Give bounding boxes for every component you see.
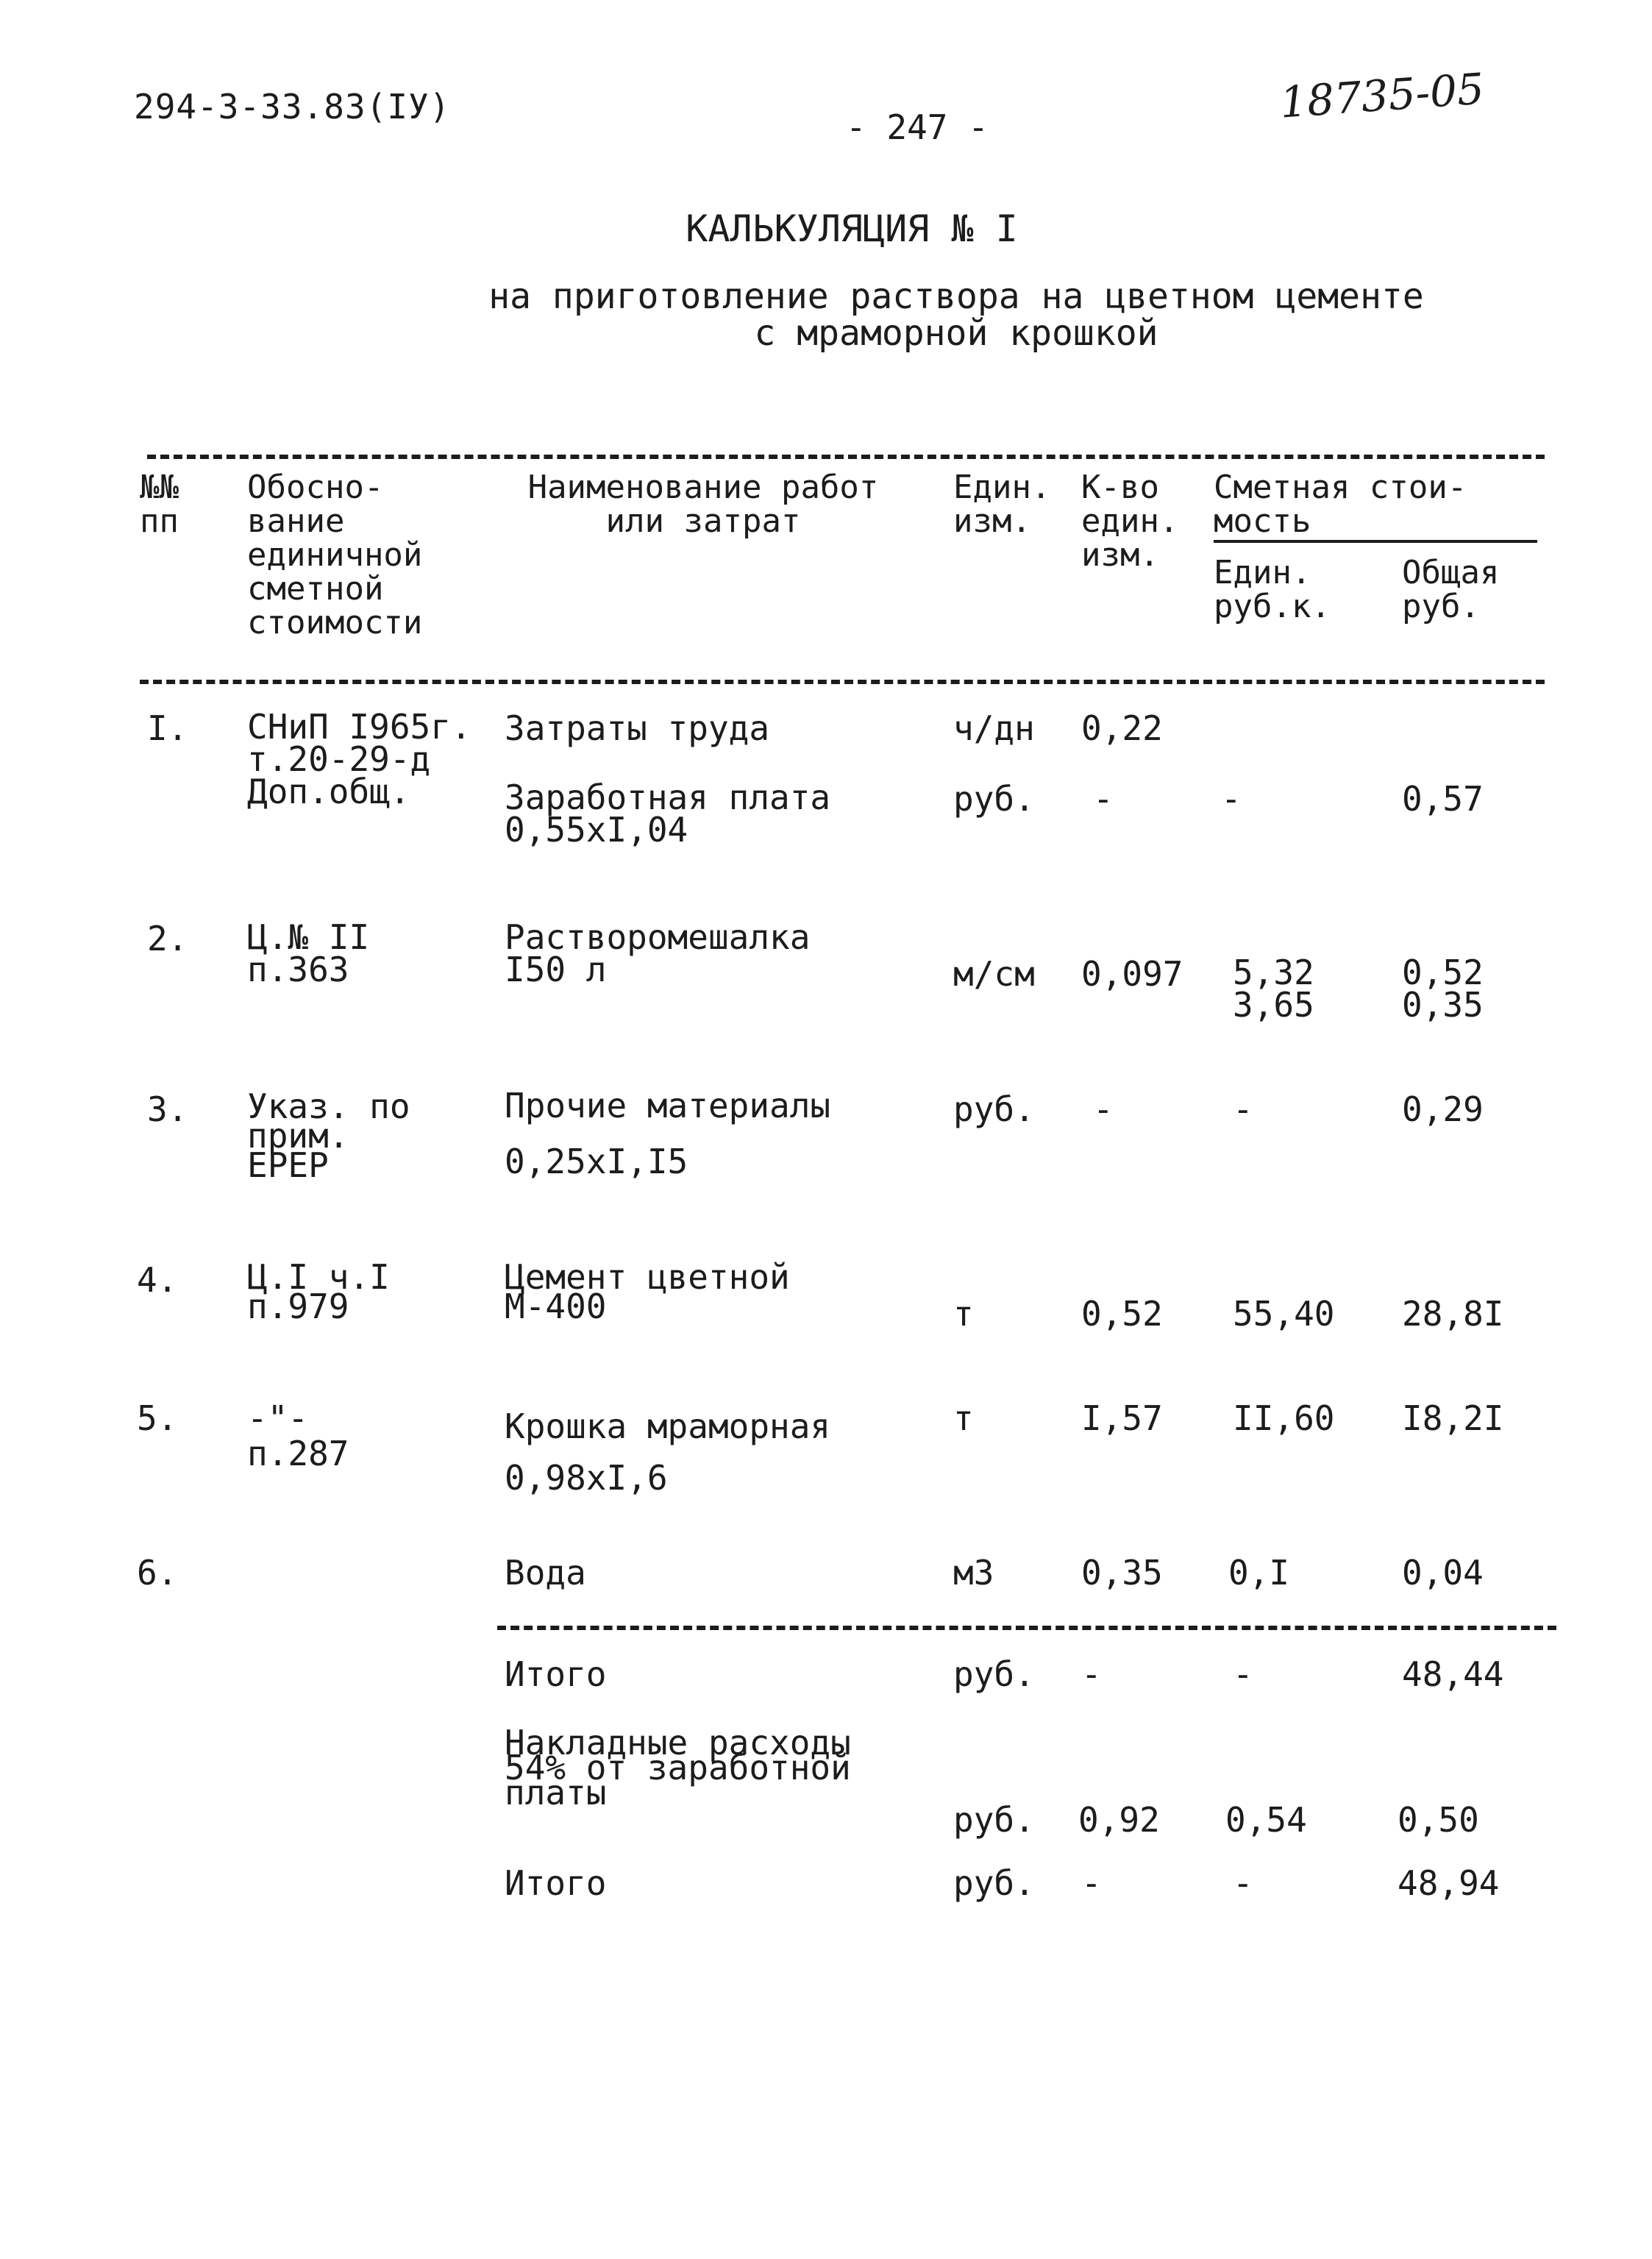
col-header-basis: Обосно- вание единичной сметной стоимости — [247, 469, 423, 641]
col-header-estimated-cost: Сметная стои- мость — [1214, 469, 1467, 540]
row-quantity: 0,52 — [1081, 1294, 1163, 1334]
document-title: КАЛЬКУЛЯЦИЯ № I — [686, 207, 1018, 250]
row-unit: руб. — [953, 1089, 1035, 1129]
row-number: 4. — [137, 1260, 178, 1300]
document-subtitle: на приготовление раствора на цветном цементе с мраморной крошкой — [488, 276, 1424, 354]
row-unit-price: 0,I — [1228, 1553, 1290, 1593]
table-summary-rule — [497, 1626, 1556, 1630]
row-number: 3. — [147, 1089, 188, 1129]
row-total: I8,2I — [1402, 1398, 1504, 1438]
row-name: Заработная плата 0,55xI,04 — [505, 778, 831, 850]
row-basis: Ц.№ II п.363 — [247, 917, 370, 989]
subtotal-unit: руб. — [953, 1654, 1035, 1694]
row-name: Прочие материалы 0,25xI,I5 — [505, 1086, 831, 1181]
row-quantity: 0,35 — [1081, 1553, 1163, 1593]
row-quantity: 0,097 — [1081, 954, 1183, 994]
cost-group-underline — [1214, 540, 1537, 543]
row-total: 0,57 — [1402, 779, 1484, 819]
row-unit-price: 5,32 3,65 — [1233, 953, 1314, 1025]
row-total: 0,04 — [1402, 1553, 1484, 1593]
grand-total-unit-price: - — [1233, 1863, 1253, 1903]
row-name: Крошка мраморная 0,98xI,6 — [505, 1406, 831, 1498]
overhead-total: 0,50 — [1398, 1800, 1479, 1840]
row-basis: Указ. по прим. ЕРЕР — [247, 1086, 410, 1185]
grand-total-label: Итого — [505, 1863, 607, 1903]
overhead-quantity: 0,92 — [1078, 1800, 1160, 1840]
row-unit: м3 — [953, 1553, 994, 1593]
document-code: 294-3-33.83(IУ) — [134, 87, 451, 127]
subtotal-total: 48,44 — [1402, 1654, 1504, 1694]
row-total: 0,52 0,35 — [1402, 953, 1484, 1025]
row-total: 0,29 — [1402, 1089, 1484, 1129]
col-header-total: Общая руб. — [1402, 554, 1500, 625]
row-basis: Ц.I ч.I п.979 — [247, 1257, 390, 1326]
grand-total-unit: руб. — [953, 1863, 1035, 1903]
row-unit-price: - — [1233, 1089, 1253, 1129]
overhead-label: Накладные расходы 54% от заработной платы — [505, 1723, 851, 1812]
archive-number-handwritten: 18735-05 — [1278, 63, 1486, 128]
col-header-unit-price: Един. руб.к. — [1214, 554, 1331, 625]
row-unit-price: 55,40 — [1233, 1294, 1335, 1334]
col-header-number: №№ пп — [140, 469, 179, 540]
grand-total-quantity: - — [1081, 1863, 1102, 1903]
table-top-rule — [147, 455, 1545, 459]
table-header-rule — [140, 680, 1545, 684]
row-unit-price: - — [1221, 779, 1242, 819]
subtotal-quantity: - — [1081, 1654, 1102, 1694]
row-total: 28,8I — [1402, 1294, 1504, 1334]
row-unit: руб. — [953, 779, 1035, 819]
overhead-unit-price: 0,54 — [1225, 1800, 1307, 1840]
row-name: Затраты труда — [505, 708, 770, 748]
row-basis: СНиП I965г. т.20-29-д Доп.общ. — [247, 707, 471, 811]
row-quantity: I,57 — [1081, 1398, 1163, 1438]
col-header-name: Наименование работ или затрат — [527, 469, 879, 540]
col-header-quantity: К-во един. изм. — [1081, 469, 1179, 574]
row-unit-price: II,60 — [1233, 1398, 1335, 1438]
row-number: I. — [147, 708, 188, 748]
row-unit: м/см — [953, 954, 1035, 994]
col-header-unit: Един. изм. — [953, 469, 1051, 540]
row-number: 5. — [137, 1398, 178, 1438]
subtotal-unit-price: - — [1233, 1654, 1253, 1694]
row-quantity: - — [1093, 779, 1114, 819]
row-name: Растворомешалка I50 л — [505, 917, 811, 989]
row-basis: -"- п.287 — [247, 1398, 349, 1473]
overhead-unit: руб. — [953, 1800, 1035, 1840]
row-quantity: - — [1093, 1089, 1114, 1129]
page-number: - 247 - — [846, 107, 989, 147]
row-number: 6. — [137, 1553, 178, 1593]
row-number: 2. — [147, 919, 188, 958]
row-unit: т — [953, 1294, 974, 1334]
grand-total-total: 48,94 — [1398, 1863, 1500, 1903]
row-unit: ч/дн — [953, 708, 1035, 748]
row-name: Вода — [505, 1553, 586, 1593]
row-quantity: 0,22 — [1081, 708, 1163, 748]
subtotal-label: Итого — [505, 1654, 607, 1694]
row-unit: т — [953, 1398, 974, 1438]
row-name: Цемент цветной М-400 — [505, 1257, 790, 1326]
